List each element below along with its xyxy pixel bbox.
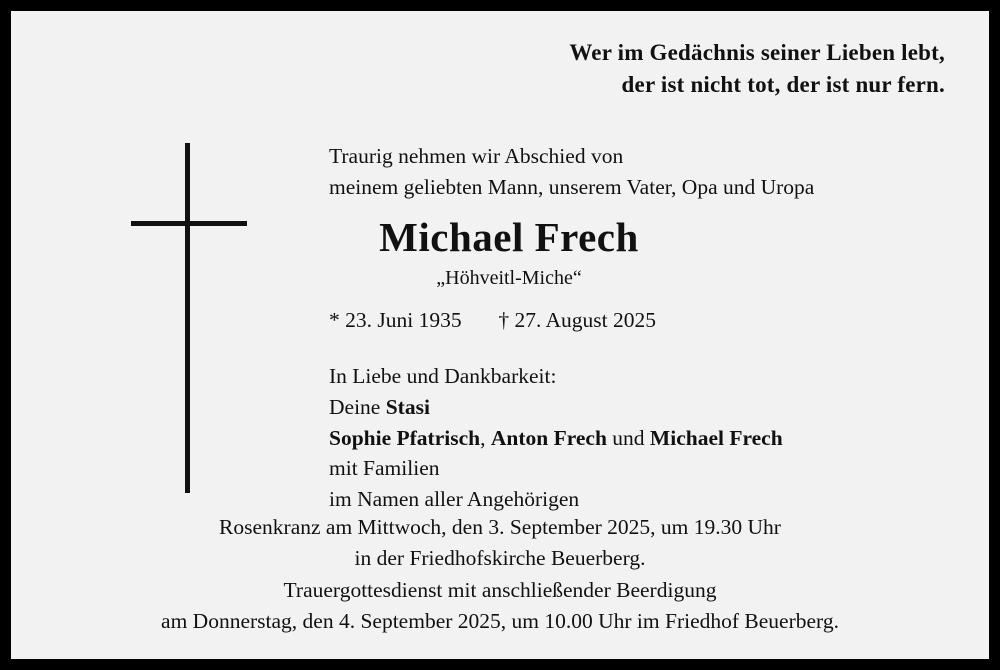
main-text-block [329,141,969,515]
intro-text [329,141,969,202]
cross-icon [131,143,247,493]
survivor-name-3: Michael Frech [649,425,783,450]
epitaph-line-2: der ist nicht tot, der ist nur fern. [621,71,945,97]
tribute-line-families: mit Familien [329,456,440,481]
death-date: † 27. August 2025 [498,308,657,333]
deceased-nickname: „Höhveitl-Miche“ [436,267,582,290]
service-line-2: in der Friedhofskirche Beuerberg. [354,546,646,571]
deceased-name: Michael Frech [379,214,639,261]
cross-horizontal-bar [131,221,247,226]
tribute-line-spouse [329,392,969,423]
survivor-comma: , [480,425,491,450]
service-line-3: Trauergottesdienst mit anschließender Beerdigung [283,577,717,602]
tribute-prefix: Deine [329,394,386,419]
survivor-name-1: Sophie Pfatrisch [329,425,481,450]
life-dates [329,308,969,333]
service-line-1: Rosenkranz am Mittwoch, den 3. September 2025, um 19.30 Uhr [219,515,781,540]
tribute-heading: In Liebe und Dankbarkeit: [329,364,557,389]
survivor-conjunction: und [606,425,650,450]
service-line-4: am Donnerstag, den 4. September 2025, um 10.00 Uhr im Friedhof Beuerberg. [161,608,839,633]
epitaph-verse [569,37,945,100]
service-details [11,512,989,637]
tribute-spouse-name: Stasi [385,394,430,419]
epitaph-line-1: Wer im Gedächnis seiner Lieben lebt, [569,40,945,65]
tribute-line-relatives: im Namen aller Angehörigen [329,487,580,512]
obituary-inner [11,11,989,659]
intro-line-1: Traurig nehmen wir Abschied von [329,144,624,168]
tribute-block [329,361,969,515]
birth-date: * 23. Juni 1935 [329,308,462,333]
cross-vertical-bar [185,143,190,493]
tribute-line-children [329,423,969,454]
survivor-name-2: Anton Frech [490,425,607,450]
intro-line-2: meinem geliebten Mann, unserem Vater, Opa und Uropa [329,174,815,199]
